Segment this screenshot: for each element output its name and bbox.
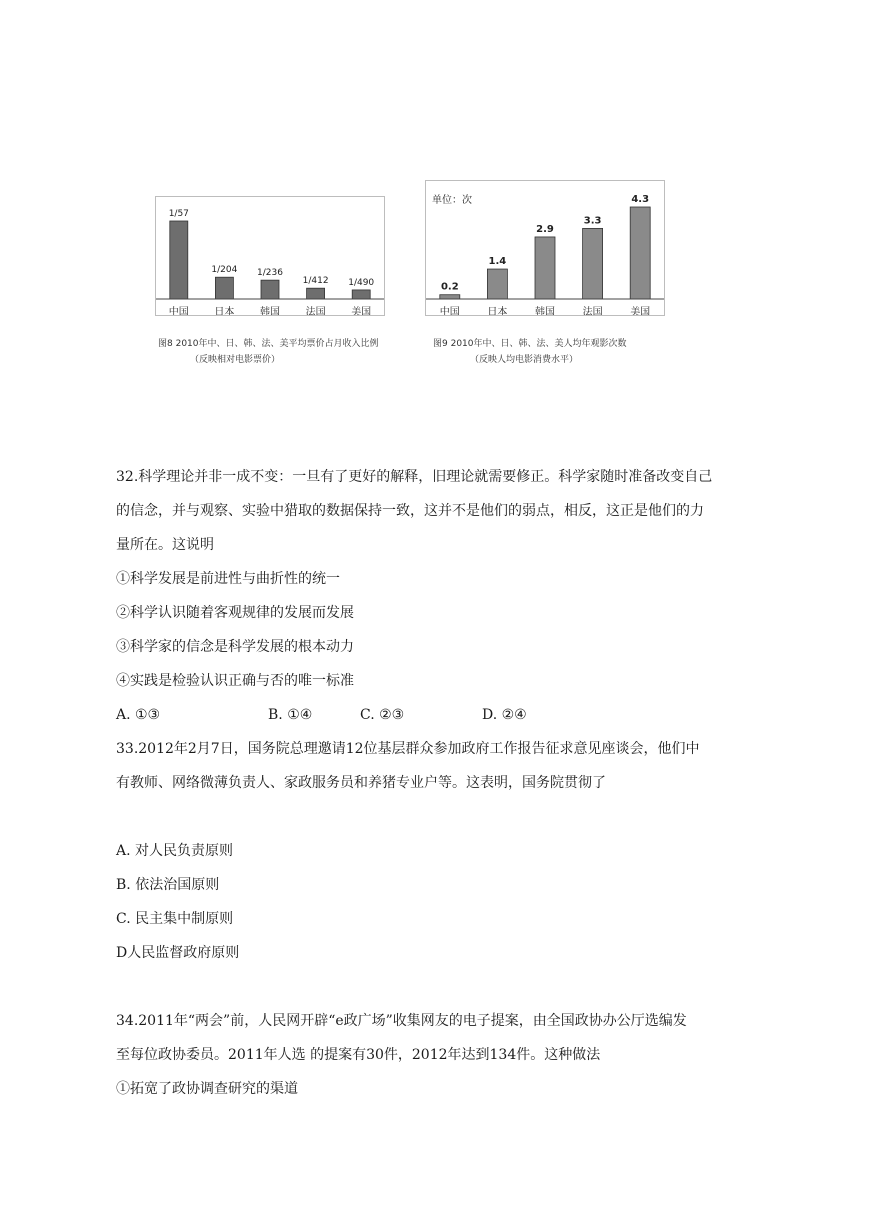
chart-bar-3 — [307, 288, 325, 299]
chart-category-label-3: 法国 — [305, 307, 326, 315]
chart-bar-4 — [352, 290, 370, 299]
q32-item: ③科学家的信念是科学发展的根本动力 — [116, 639, 354, 655]
q32-item: ①科学发展是前进性与曲折性的统一 — [116, 571, 340, 587]
chart-fig9-caption: 图9 2010年中、日、韩、法、美人均年观影次数 — [433, 339, 627, 349]
q33-option-d[interactable]: D人民监督政府原则 — [116, 945, 240, 961]
chart-data-label-3: 1/412 — [302, 276, 329, 287]
q33-option-c[interactable]: C. 民主集中制原则 — [116, 911, 234, 927]
chart-category-label-2: 韩国 — [260, 307, 280, 315]
q34-line: 34.2011年“两会”前，人民网开辟“e政广场”收集网友的电子提案，由全国政协办公厅选编发 — [116, 1013, 687, 1029]
q32-option-b[interactable]: B. ①④ — [268, 707, 313, 723]
chart-category-label-3: 法国 — [582, 307, 603, 315]
q33-option-b[interactable]: B. 依法治国原则 — [116, 877, 220, 893]
chart-fig9-subcaption: （反映人均电影消费水平） — [470, 355, 579, 365]
q33-line: 33.2012年2月7日，国务院总理邀请12位基层群众参加政府工作报告征求意见座谈会，他们中 — [116, 741, 700, 757]
q32-option-a[interactable]: A. ①③ — [116, 707, 161, 723]
chart-category-label-0: 中国 — [439, 307, 460, 315]
q34-line: 至每位政协委员。2011年人选 的提案有30件，2012年达到134件。这种做法 — [116, 1047, 601, 1063]
chart-fig8 — [156, 197, 384, 315]
q32-line: 量所在。这说明 — [116, 537, 214, 553]
chart-bar-0 — [440, 295, 460, 299]
chart-data-label-1: 1.4 — [488, 256, 507, 268]
chart-fig8-caption: 图8 2010年中、日、韩、法、美平均票价占月收入比例 — [158, 339, 379, 349]
q33-line: 有教师、网络微薄负责人、家政服务员和养猪专业户等。这表明，国务院贯彻了 — [116, 775, 606, 791]
chart-fig9-frame — [425, 180, 665, 316]
blank-line — [116, 800, 756, 834]
chart-category-label-4: 美国 — [630, 307, 651, 315]
chart-data-label-2: 2.9 — [536, 223, 554, 235]
chart-category-label-0: 中国 — [168, 307, 189, 315]
chart-category-label-1: 日本 — [487, 307, 508, 315]
chart-category-label-4: 美国 — [351, 307, 372, 315]
chart-data-label-0: 1/57 — [168, 209, 189, 219]
chart-unit-label: 单位：次 — [432, 195, 472, 206]
chart-fig9 — [426, 181, 664, 315]
chart-fig8-frame — [155, 196, 385, 316]
q34-item: ①拓宽了政协调查研究的渠道 — [116, 1081, 298, 1097]
question-32 — [116, 460, 756, 1106]
q32-options — [116, 698, 756, 732]
chart-category-label-2: 韩国 — [535, 307, 555, 315]
q32-line: 32.科学理论并非一成不变：一旦有了更好的解释，旧理论就需要修正。科学家随时准备改变自己 — [116, 469, 713, 485]
chart-fig8-subcaption: （反映相对电影票价） — [190, 355, 281, 365]
chart-data-label-2: 1/236 — [257, 268, 283, 279]
q32-line: 的信念，并与观察、实验中猎取的数据保持一致，这并不是他们的弱点，相反，这正是他们的力 — [116, 503, 704, 519]
chart-bar-4 — [630, 207, 650, 299]
chart-bar-0 — [170, 221, 188, 299]
chart-data-label-0: 0.2 — [440, 281, 459, 293]
chart-data-label-1: 1/204 — [211, 265, 238, 276]
q32-item: ④实践是检验认识正确与否的唯一标准 — [116, 673, 354, 689]
chart-category-label-1: 日本 — [214, 307, 235, 315]
chart-data-label-4: 1/490 — [348, 277, 375, 288]
q32-option-c[interactable]: C. ②③ — [360, 707, 405, 723]
chart-bar-3 — [583, 228, 603, 299]
chart-bar-1 — [215, 277, 233, 299]
chart-bar-2 — [261, 280, 279, 299]
chart-data-label-3: 3.3 — [583, 215, 602, 227]
q32-item: ②科学认识随着客观规律的发展而发展 — [116, 605, 354, 621]
blank-line — [116, 970, 756, 1004]
q33-option-a[interactable]: A. 对人民负责原则 — [116, 843, 234, 859]
q32-option-d[interactable]: D. ②④ — [482, 707, 527, 723]
chart-bar-1 — [487, 269, 507, 299]
chart-data-label-4: 4.3 — [631, 194, 650, 205]
chart-bar-2 — [535, 237, 555, 299]
